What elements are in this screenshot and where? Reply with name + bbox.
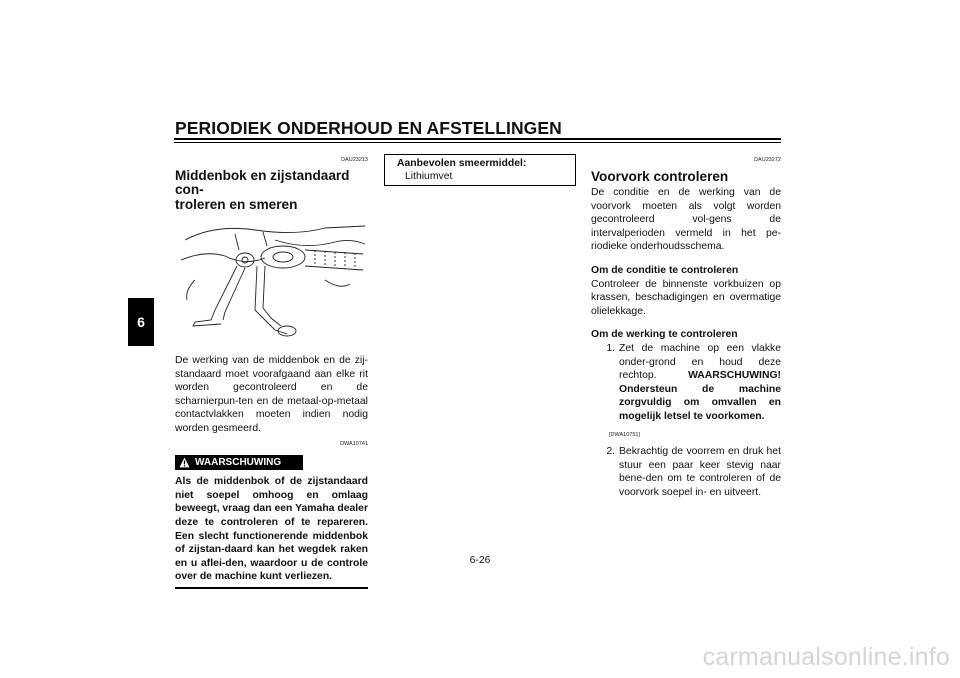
section-paragraph: De werking van de middenbok en de zij-standaard moet voorafgaand aan elke rit worden gecontroleerd en de scharnierpun-ten en de metaal-op-metaal contactvlakken moeten indien nodig worden gesmeerd. <box>175 355 368 435</box>
subheading-operation: Om de werking te controleren <box>591 329 738 341</box>
middle-column <box>384 154 576 186</box>
warning-triangle-icon <box>179 457 190 468</box>
page-header-title: PERIODIEK ONDERHOUD EN AFSTELLINGEN <box>175 118 562 138</box>
header-rule <box>174 138 781 140</box>
left-column <box>175 154 368 589</box>
warning-banner <box>175 455 303 470</box>
step-2-text: Bekrachtig de voorrem en druk het stuur een paar keer stevig naar bene-den om te controleren of de voorvork soepel in- en uitveert. <box>619 446 781 498</box>
warning-header <box>175 455 368 473</box>
right-column <box>591 154 781 500</box>
section-title-right: Voorvork controleren <box>591 168 729 184</box>
intro-paragraph: De conditie en de werking van de voorvork moeten als volgt worden gecontroleerd vol-gens de intervalperioden vermeld in het pe-riodieke onderhoudsschema. <box>591 187 781 253</box>
lubricant-label: Aanbevolen smeermiddel: <box>397 158 527 169</box>
subheading-condition: Om de conditie te controleren <box>591 265 739 277</box>
recommended-lubricant-box <box>384 154 576 186</box>
watermark: carmanualsonline.info <box>702 643 950 671</box>
warning-code: DWA10741 <box>340 440 368 447</box>
step-2-number: 2. <box>606 446 615 458</box>
section-code: DAU23213 <box>341 157 368 163</box>
warning-label: WAARSCHUWING <box>195 456 282 468</box>
step-1-warning: WAARSCHUWING! Ondersteun de machine zorgvuldig om omvallen en mogelijk letsel te voorkomen. <box>619 370 781 422</box>
section-title-line2: troleren en smeren <box>175 196 298 212</box>
lubricant-value: Lithiumvet <box>405 170 453 182</box>
condition-paragraph: Controleer de binnenste vorkbuizen op krassen, beschadigingen en overmatige olielekkage. <box>591 278 781 317</box>
chapter-tab: 6 <box>128 298 154 346</box>
step-1-text: Zet de machine op een vlakke onder-grond en houd deze rechtop. <box>619 343 781 382</box>
step-1 <box>591 342 781 424</box>
warning-text: Als de middenbok of de zijstandaard niet soepel omhoog en omlaag beweegt, vraag dan een Yamaha dealer deze te controleren of te repareren. Een slecht functionerende middenbok of zijstan-daard kan het wegdek raken en u aflei-den, waardoor u de controle over de machine kunt verliezen. <box>175 476 368 583</box>
section-code-right: DAU23272 <box>754 157 781 163</box>
page-number: 6-26 <box>469 555 491 566</box>
header-rule-thin <box>174 142 781 143</box>
step-1-number: 1. <box>606 343 615 355</box>
step-2 <box>591 445 781 499</box>
section-title-line1: Middenbok en zijstandaard con- <box>175 167 350 198</box>
step-1-code: [DWA10751] <box>609 431 640 438</box>
warning-end-rule <box>175 587 368 589</box>
stand-illustration <box>175 220 368 344</box>
section-title <box>175 169 368 213</box>
step-1-body <box>619 342 781 424</box>
